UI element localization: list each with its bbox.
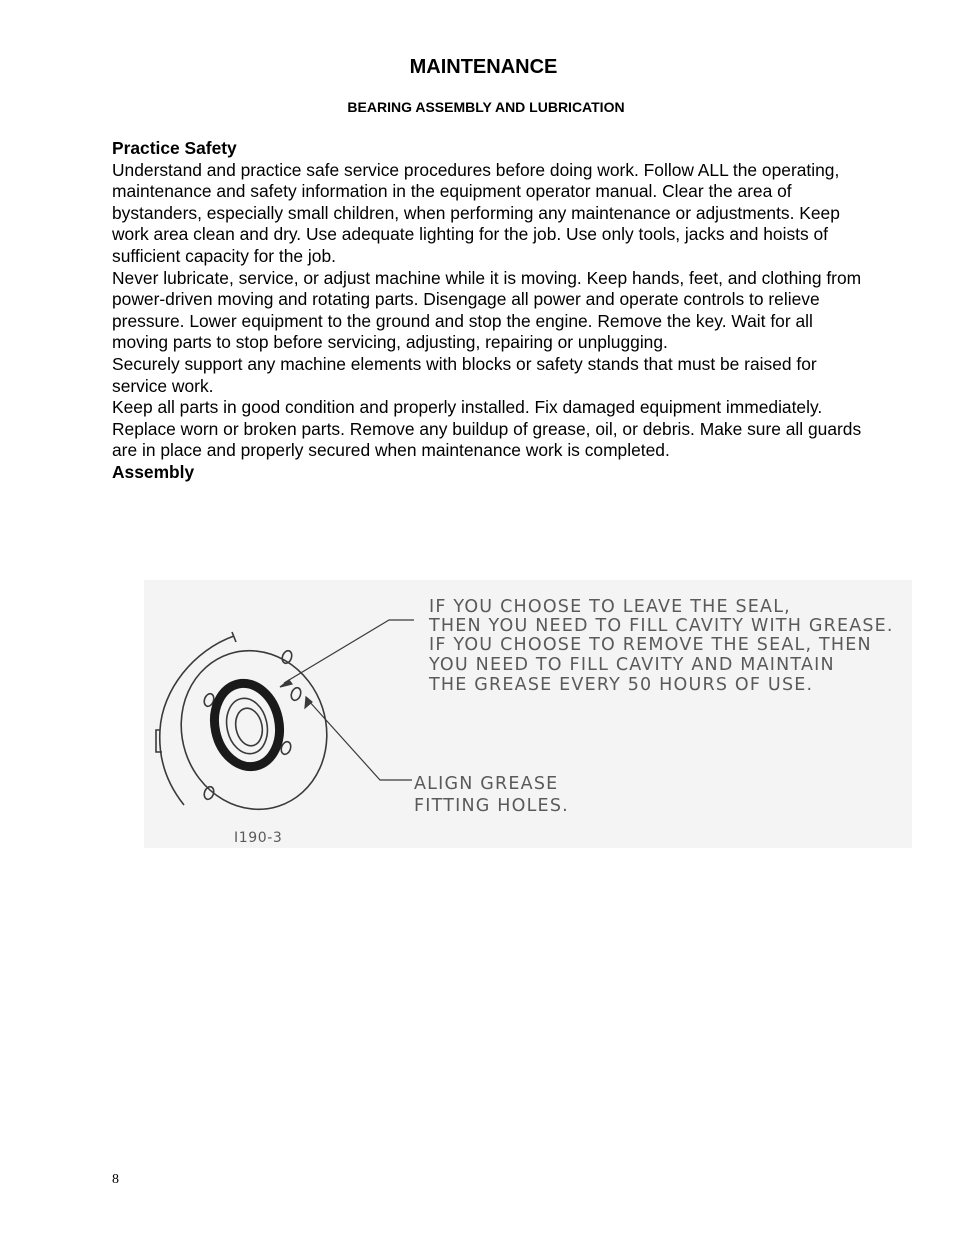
bearing-diagram <box>144 580 912 848</box>
seal-callout-line-1: IF YOU CHOOSE TO LEAVE THE SEAL, <box>429 597 791 617</box>
safety-paragraph-1: Understand and practice safe service procedures before doing work. Follow ALL the operating, maintenance and safety information in the equipment operator manual. Clear the area of bystanders, especially small children, when performing any maintenance or adjustments. Keep work area clean and dry. Use adequate lighting for the job. Use only tools, jacks and hoists of sufficient capacity for the job. <box>112 159 840 266</box>
safety-paragraph-4: Keep all parts in good condition and properly installed. Fix damaged equipment immediately. Replace worn or broken parts. Remove any buildup of grease, oil, or debris. Make sure all guards are in place and properly secured when maintenance work is completed. <box>112 397 862 461</box>
align-callout-line-1: ALIGN GREASE <box>414 774 559 794</box>
assembly-heading: Assembly <box>112 461 195 482</box>
safety-paragraph-3: Securely support any machine elements with blocks or safety stands that must be raised for service work. <box>112 353 817 396</box>
safety-paragraph-2: Never lubricate, service, or adjust machine while it is moving. Keep hands, feet, and clothing from power-driven moving and rotating parts. Disengage all power and operate controls to relieve pressure. Lower equipment to the ground and stop the engine. Remove the key. Wait for all moving parts to stop before servicing, adjusting, repairing or unplugging. <box>112 267 862 353</box>
page-title: MAINTENANCE <box>409 56 558 78</box>
section-subtitle: BEARING ASSEMBLY AND LUBRICATION <box>347 99 625 115</box>
page-number: 8 <box>112 1172 119 1187</box>
bearing-flange-drawing <box>156 632 347 829</box>
seal-callout-line-2: THEN YOU NEED TO FILL CAVITY WITH GREASE. <box>429 616 894 636</box>
seal-callout-line-3: IF YOU CHOOSE TO REMOVE THE SEAL, THEN <box>429 635 872 655</box>
align-callout-line-2: FITTING HOLES. <box>414 796 569 816</box>
practice-safety-heading: Practice Safety <box>112 138 237 158</box>
seal-callout-line-5: THE GREASE EVERY 50 HOURS OF USE. <box>429 675 814 695</box>
body-text <box>112 138 872 484</box>
bearing-assembly-figure <box>144 580 912 848</box>
figure-id: I190-3 <box>234 830 283 846</box>
seal-callout-line-4: YOU NEED TO FILL CAVITY AND MAINTAIN <box>429 655 835 675</box>
